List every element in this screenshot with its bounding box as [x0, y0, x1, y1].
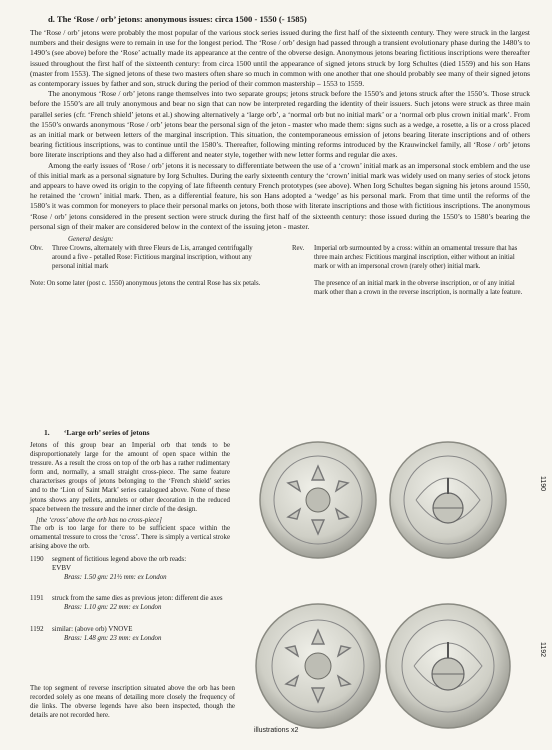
- catalogue-entry: [30, 594, 230, 612]
- obv-label: Obv.: [30, 245, 43, 253]
- catalogue-section: [30, 428, 230, 643]
- catalogue-entry: [30, 555, 230, 582]
- subsection-title-text: ‘Large orb’ series of jetons: [63, 428, 150, 437]
- note-right: [292, 279, 530, 297]
- entry-number: 1191: [30, 595, 44, 603]
- general-design: [30, 244, 530, 271]
- coin-illustrations: [248, 428, 548, 746]
- notes-row: [30, 279, 530, 297]
- section-heading: d. The ‘Rose / orb’ jetons: anonymous issues: circa 1500 - 1550 (- 1585): [48, 14, 307, 24]
- obverse-description: [30, 244, 268, 271]
- page-text: [30, 14, 530, 297]
- entry-description: similar: (above orb) VNOVE Brass: 1.48 gm: 23 mm: ex London: [52, 625, 230, 643]
- entry-description: segment of fictitious legend above the orb reads: EVBV Brass: 1.50 gm: 21½ mm: ex London: [52, 555, 230, 582]
- subsection-intro: Jetons of this group bear an Imperial orb that tends to be disproportionately large for the amount of open space within the tressure. As a result the cross on top of the orb has a rather rudimentary form and, normally, a small straight cross-piece. The same feature characterises groups of jetons belonging to the ‘French shield’ series and to the ‘Lion of Saint Mark’ series catalogued above. None of these jetons shows any pellets, annulets or other decoration in the reduced space between the tressure and the inner circle of the design.: [30, 442, 230, 513]
- rev-text: Imperial orb surmounted by a cross: within an ornamental tressure that has three main arches: Fictitious marginal inscription, either without an initial mark or with an impersonal crown (rarely other) initial mark.: [314, 245, 518, 271]
- subsection-number: 1.: [44, 428, 50, 437]
- closing-paragraph: The top segment of reverse inscription situated above the orb has been recorded solely as one means of detailing more closely the frequency of die links. The obverse legends have also been inspected, though the details are not recorded here.: [30, 685, 235, 720]
- entry-number: 1192: [30, 625, 44, 633]
- entry-meta: Brass: 1.48 gm: 23 mm: ex London: [64, 634, 162, 642]
- coin-1190-obverse: [260, 442, 376, 558]
- illustration-label-1192: 1192: [539, 642, 546, 658]
- paragraph-2: The anonymous ‘Rose / orb’ jetons range themselves into two separate groups; jetons struck before the 1550’s and jetons struck after the 1550’s. Those struck before the 1550’s are all truly anonymous and bear no sign that can now be interpreted regarding the identity of their issuers. Such jetons were struck as three main parallel series (cfr. ‘French shield’ jetons et al.) showing alternatively a ‘large orb’, a ‘normal orb but no initial mark’ or a ‘normal orb plus crown initial mark’. From the 1550’s onwards anonymous ‘Rose / orb’ jetons bear the personal sign of the jeton - master who made them: signs such as a wedge, a rosette, a lis or a cross placed as an initial mark or between letters of the marginal inscription. This situation, the contemporaneous emission of jetons bearing literate inscriptions and of others bearing fictitious inscriptions, was to continue until the 1580’s. Thereafter, following minting reforms introduced by the Krauwinckel family, all ‘Rose / orb’ jetons bore literate inscriptions and they also had a different and neater style, together with new letter forms and regular die axes.: [30, 89, 530, 160]
- subsection-note: [the ‘cross’ above the orb has no cross-piece]: [36, 516, 162, 524]
- entry-legend: EVBV: [52, 564, 72, 573]
- subsection-note-text: The orb is too large for there to be sufficient space within the ornamental tressure to cross the ‘cross’. There is simply a vertical stroke arising above the orb.: [30, 524, 230, 550]
- note-right-text: The presence of an initial mark in the obverse inscription, or of any initial mark other than a crown in the reverse inscription, is normally a late feature.: [314, 280, 523, 297]
- entry-meta: Brass: 1.50 gm: 21½ mm: ex London: [64, 574, 167, 582]
- general-design-label: General design:: [68, 235, 114, 244]
- note-left-text: Note: On some later (post c. 1550) anonymous jetons the central Rose has six petals.: [30, 280, 261, 288]
- entry-meta: Brass: 1.10 gm: 22 mm: ex London: [64, 604, 162, 612]
- catalogue-entry: [30, 625, 230, 643]
- coin-1192-reverse: [386, 604, 510, 728]
- paragraph-3: Among the early issues of ‘Rose / orb’ jetons it is necessary to differentiate between the use of a ‘crown’ initial mark as an impersonal stock emblem and the use of this initial mark as a personal signature by Iorg Schultes. During the early sixteenth century the ‘crown’ initial mark was widely used on many series of stock jetons and appears to have owed its origin to the copying of late fifteenth century French prototypes (see above). When Iorg Schultes began signing his jetons around 1550, he retained the ‘crown’ initial mark. Then, as a differential feature, his son Hans adopted a ‘wedge’ as his personal mark. From that time until the reforms of the 1580’s it was common for moneyers to place their personal marks on jetons, both those with literate inscriptions and those with fictitious inscriptions. The anonymous ‘Rose / orb’ jetons considered in the present section were struck during the first half of the sixteenth century: those issued during the 1550’s to 1580’s bearing the personal sign of their maker are considered below in the context of the issuing jeton - master.: [30, 160, 530, 231]
- entry-description: struck from the same dies as previous jeton: different die axes Brass: 1.10 gm: 22 mm: ex London: [52, 594, 230, 612]
- illustration-label-1190: 1190: [539, 476, 546, 492]
- reverse-description: [292, 244, 530, 271]
- note-left: [30, 279, 268, 297]
- obv-text: Three Crowns, alternately with three Fleurs de Lis, arranged centrifugally around a five - petalled Rose: Fictitious marginal inscription, without any personal initial mark: [52, 245, 253, 271]
- coin-1192-obverse: [256, 604, 380, 728]
- rev-label: Rev.: [292, 245, 305, 253]
- coin-1190-reverse: [390, 442, 506, 558]
- entry-number: 1190: [30, 556, 44, 564]
- subsection-title: [44, 428, 230, 437]
- paragraph-1: The ‘Rose / orb’ jetons were probably the most popular of the various stock series issued during the first half of the sixteenth century. They were struck in the largest numbers and their designs were to remain in use for the longest period. The ‘Rose / orb’ design had passed through a transient evolutionary phase during the 1480’s to 1490’s (see above) before the ‘Rose’ actually made its appearance at the centre of the obverse design. Anonymous jetons bearing fictitious inscriptions were thereafter issued throughout the first half of the sixteenth century: from circa 1500 until the appearance of signed jetons struck by Iorg Schultes (died 1559) and his son Hans (master from 1553). The signed jetons of these two masters often share so much in common with one another that one should probably see many of their signed jetons as contemporary issues by father and son, struck during the period of their common mastership – 1553 to 1559.: [30, 28, 530, 89]
- illustrations-caption: illustrations x2: [254, 727, 299, 734]
